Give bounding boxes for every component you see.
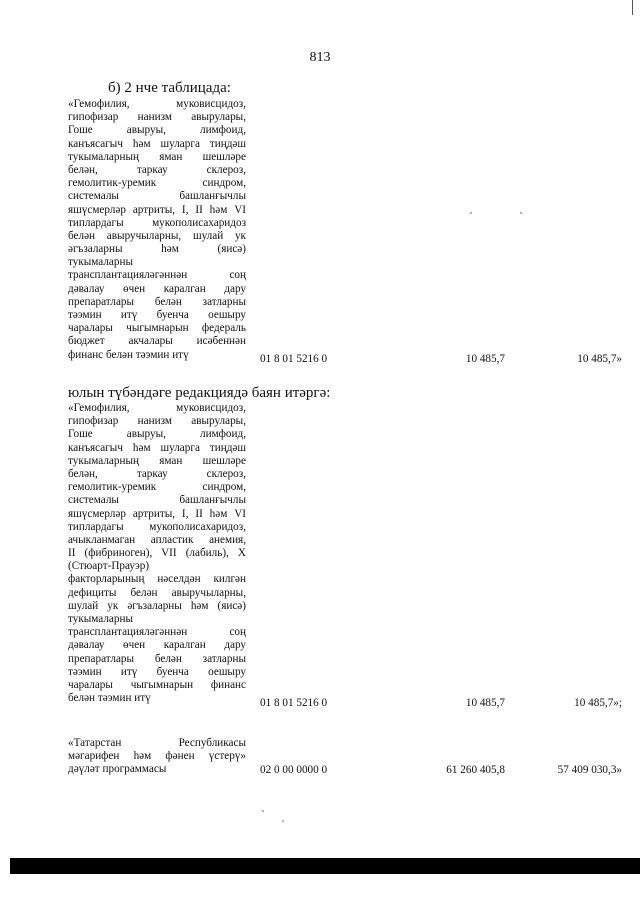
description-line: тәэмин итү буенча оешыру bbox=[68, 665, 246, 678]
description-line: гемолитик-уремик синдром, bbox=[68, 177, 246, 190]
description-line: Гоше авыруы, лимфоид, bbox=[68, 428, 246, 441]
scan-speck bbox=[262, 810, 264, 812]
description-line: яшүсмерләр артриты, I, II һәм VI bbox=[68, 203, 246, 216]
description-line: «Гемофилия, муковисцидоз, bbox=[68, 98, 246, 110]
description-line: типлардагы мукополисахаридоз, bbox=[68, 520, 246, 533]
description-line: дәүләт программасы bbox=[68, 763, 167, 776]
entry-1-value-2: 10 485,7» bbox=[577, 353, 622, 365]
description-line: II (фибриноген), VII (лабиль), X bbox=[68, 547, 246, 560]
redaction-heading: юлын түбәндәге редакциядә баян итәргә: bbox=[68, 385, 331, 401]
entry-3-code: 02 0 00 0000 0 bbox=[260, 764, 328, 776]
scan-speck bbox=[470, 212, 472, 214]
scan-speck bbox=[520, 212, 522, 214]
scan-speck bbox=[282, 820, 284, 822]
entry-3-description bbox=[68, 737, 246, 777]
description-line: трансплантацияләгәннән соң bbox=[68, 269, 246, 282]
entry-2-code: 01 8 01 5216 0 bbox=[260, 697, 328, 709]
scan-bottom-border bbox=[10, 858, 640, 874]
description-line: чаралары чыгымнарын финанс bbox=[68, 678, 246, 691]
description-line: шулай ук әгъзаларны һәм (яисә) bbox=[68, 599, 246, 612]
entry-1-description bbox=[68, 98, 246, 362]
description-line: канъясагыч һәм шуларга тиңдәш bbox=[68, 441, 246, 454]
description-line: белән, таркау склероз, bbox=[68, 467, 246, 480]
description-line: канъясагыч һәм шуларга тиңдәш bbox=[68, 137, 246, 150]
description-line: дәвалау өчен каралган дару bbox=[68, 282, 246, 295]
description-line: «Гемофилия, муковисцидоз, bbox=[68, 402, 246, 414]
description-line: белән тәэмин итү bbox=[68, 692, 151, 705]
description-line: ачыкланмаган апластик анемия, bbox=[68, 533, 246, 546]
entry-1-code: 01 8 01 5216 0 bbox=[260, 353, 328, 365]
description-line: препаратлары белән затларны bbox=[68, 652, 246, 665]
description-line: тукымаларның яман шешләре bbox=[68, 454, 246, 467]
scan-edge-line bbox=[632, 0, 633, 15]
description-line: препаратлары белән затларны bbox=[68, 295, 246, 308]
description-line: «Татарстан Республикасы bbox=[68, 737, 246, 749]
description-line: дефициты белән авыручыларны, bbox=[68, 586, 246, 599]
description-line: тукымаларның яман шешләре bbox=[68, 150, 246, 163]
description-line: гипофизар нанизм авырулары, bbox=[68, 415, 246, 428]
entry-1-value-1: 10 485,7 bbox=[465, 353, 505, 365]
description-line: гемолитик-уремик синдром, bbox=[68, 481, 246, 494]
description-line: гипофизар нанизм авырулары, bbox=[68, 111, 246, 124]
description-line: белән авыручыларны, шулай ук bbox=[68, 229, 246, 242]
description-line: әгъзаларны һәм (яисә) bbox=[68, 243, 246, 256]
entry-3-value-1: 61 260 405,8 bbox=[446, 764, 505, 776]
entry-2-value-2: 10 485,7»; bbox=[574, 697, 622, 709]
description-line: системалы башланғычлы bbox=[68, 494, 246, 507]
description-line: дәвалау өчен каралган дару bbox=[68, 639, 246, 652]
description-line: яшүсмерләр артриты, I, II һәм VI bbox=[68, 507, 246, 520]
entry-3-value-2: 57 409 030,3» bbox=[557, 764, 622, 776]
description-line: бюджет акчалары исәбеннән bbox=[68, 335, 246, 348]
section-b-heading: б) 2 нче таблицада: bbox=[108, 80, 231, 96]
description-line: чаралары чыгымнарын федераль bbox=[68, 322, 246, 335]
description-line: мәгарифен һәм фәнен үстерү» bbox=[68, 750, 246, 763]
entry-2-description bbox=[68, 402, 246, 705]
page-number: 813 bbox=[309, 50, 331, 65]
description-line: тәэмин итү буенча оешыру bbox=[68, 309, 246, 321]
description-line: типлардагы мукополисахаридоз bbox=[68, 216, 246, 229]
entry-2-value-1: 10 485,7 bbox=[465, 697, 505, 709]
description-line: тукымаларны bbox=[68, 256, 133, 269]
description-line: факторларының нәселдән килгән bbox=[68, 573, 246, 586]
description-line: системалы башланғычлы bbox=[68, 190, 246, 203]
description-line: белән, таркау склероз, bbox=[68, 163, 246, 176]
description-line: тукымаларны bbox=[68, 613, 133, 625]
description-line: трансплантацияләгәннән соң bbox=[68, 626, 246, 639]
description-line: финанс белән тәэмин итү bbox=[68, 348, 189, 361]
description-line: Гоше авыруы, лимфоид, bbox=[68, 124, 246, 137]
description-line: (Стюарт-Прауэр) bbox=[68, 560, 150, 573]
